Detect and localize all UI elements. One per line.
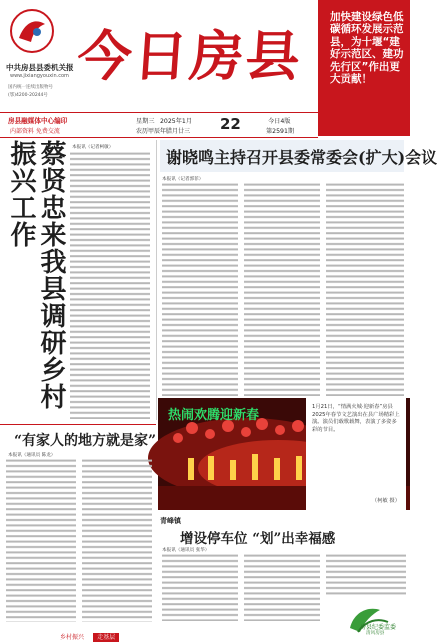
feature-headline: “有家人的地方就是家”: [14, 433, 157, 449]
banner-slogan-box: [318, 0, 410, 136]
bottom-kicker: 青峰镇: [160, 517, 181, 525]
slogan: 内部资料 免费交流: [10, 128, 60, 135]
photo-caption-title: 热闹欢腾迎新春: [168, 408, 260, 423]
column-divider: [156, 140, 157, 420]
footer-tag: [60, 624, 154, 641]
issue-number: 第2591期: [266, 128, 295, 135]
feature-text-lines: [6, 458, 152, 622]
footer-badge: 走基层: [93, 633, 119, 642]
publisher: 房县融媒体中心编印: [8, 117, 68, 125]
cn-label: 国内统一连续出版物号: [8, 85, 53, 90]
bottom-story-byline: 本报讯（通讯员 张华）: [162, 548, 210, 553]
photo-caption-text: 1月21日，“情满火城·迎新春”房县2025年春节文艺演出在县广场精彩上演。演员们载歌载舞，表演了多姿多彩的节目。: [312, 404, 400, 433]
main-story-headline: 谢晓鸣主持召开县委常委会(扩大)会议: [166, 148, 437, 167]
photo-credit: （柯敏 摄）: [371, 498, 400, 504]
org-name: 中共房县县委机关报: [6, 63, 74, 72]
masthead: [0, 0, 410, 135]
weekday: 星期三: [136, 118, 155, 125]
main-story-text-lines: [162, 182, 404, 396]
bottom-story-headline: 增设停车位 “划”出幸福感: [180, 531, 336, 547]
feature-body: [6, 458, 152, 622]
footer-logo: [344, 598, 404, 638]
day-number: 22: [220, 115, 241, 133]
section-rule: [0, 424, 156, 425]
lunar-date: 农历甲辰年腊月廿三: [136, 128, 191, 135]
photo-caption-box: [306, 398, 406, 510]
website[interactable]: www.jixiangyouxin.com: [10, 73, 69, 79]
left-story-text-lines: [70, 151, 150, 419]
left-story-body: [70, 151, 150, 419]
date-strip: [0, 112, 318, 138]
edition: 今日4版: [268, 118, 291, 125]
main-story-body: [162, 182, 404, 396]
newspaper-logo-icon: [9, 8, 55, 54]
left-story-headline: 蔡贤忠来我县调研乡村振兴工作: [6, 140, 66, 410]
banner-slogan: 加快建设绿色低碳循环发展示范县，为十堰“建好示范区、建功先行区”作出更大贡献！: [330, 11, 404, 86]
footer-logo-text: 房县纪委监委: [360, 624, 397, 631]
main-story-byline: 本报讯（记者郭菲）: [162, 177, 204, 182]
feature-byline: 本报讯（通讯员 陈龙）: [8, 453, 56, 458]
paper-title: 今日房县: [75, 24, 304, 88]
footer-tag-label: 乡村振兴: [60, 634, 85, 641]
left-story-byline: 本报讯（记者柯敏）: [72, 145, 114, 150]
footer-logo-sub: 清风房县: [366, 631, 385, 636]
cn-number: (鄂)4200-20244号: [8, 93, 48, 98]
date-month: 2025年1月: [160, 118, 193, 125]
